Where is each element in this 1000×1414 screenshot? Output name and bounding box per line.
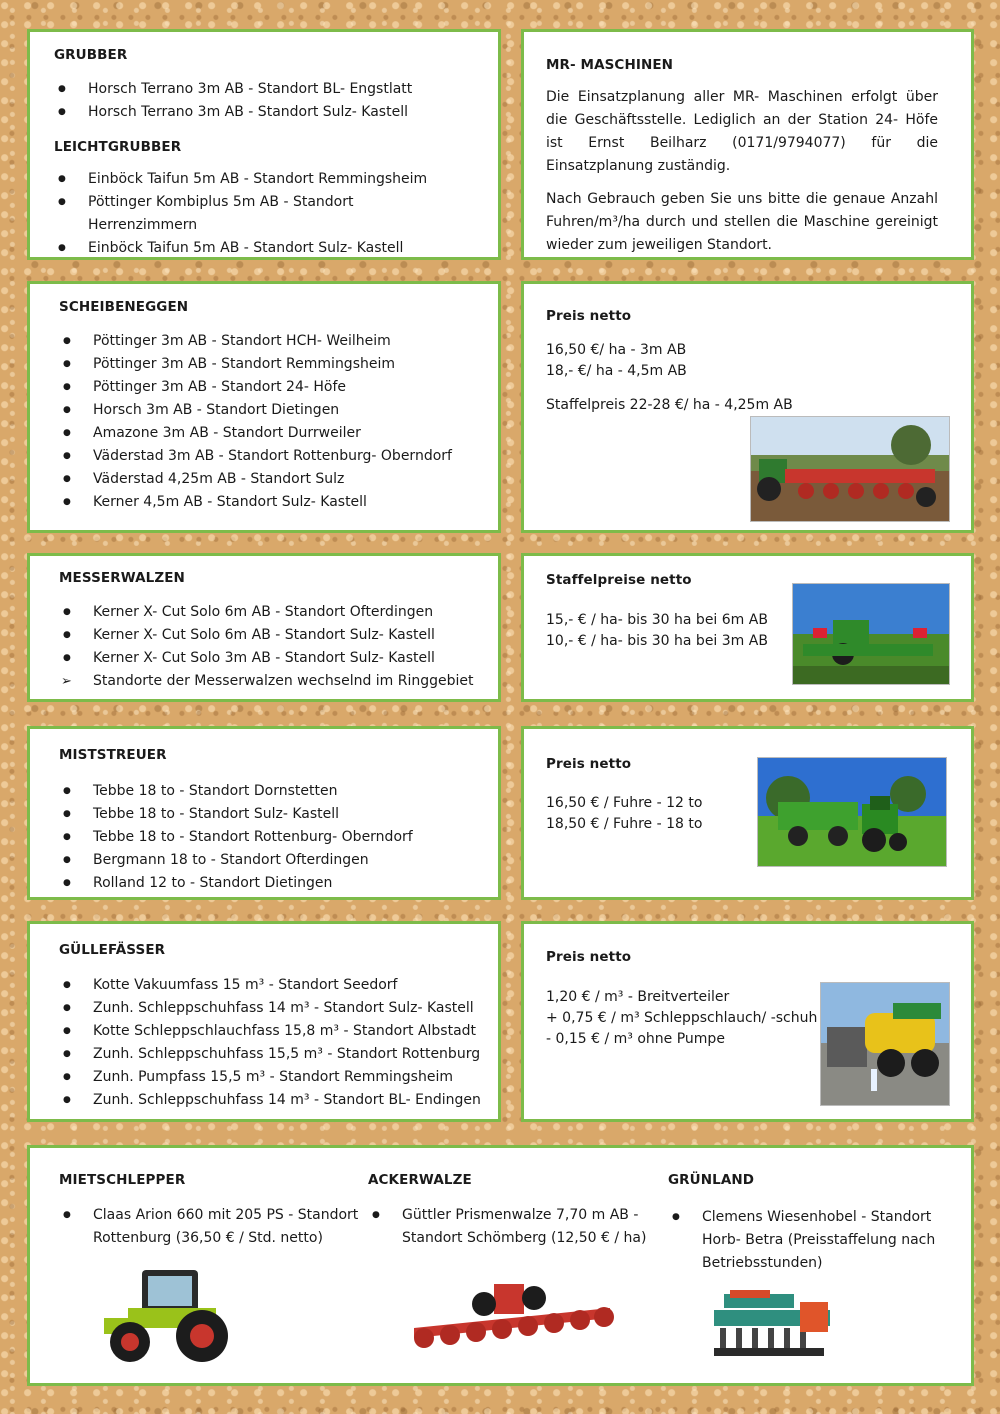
ackerwalze-title: ACKERWALZE bbox=[368, 1172, 472, 1188]
list-item: ● Tebbe 18 to - Standort Dornstetten bbox=[59, 780, 499, 803]
knife-roller-photo bbox=[792, 583, 950, 685]
price-line: 16,50 €/ ha - 3m AB bbox=[546, 342, 687, 358]
list-item: ● Tebbe 18 to - Standort Sulz- Kastell bbox=[59, 803, 499, 826]
list-item: ● Zunh. Schleppschuhfass 14 m³ - Standort BL- Endingen bbox=[59, 1089, 499, 1112]
price-line: 16,50 € / Fuhre - 12 to bbox=[546, 795, 703, 811]
price-line: - 0,15 € / m³ ohne Pumpe bbox=[546, 1031, 725, 1047]
bottom-box bbox=[27, 1145, 974, 1386]
miststreuer-title: MISTSTREUER bbox=[59, 747, 167, 763]
price-line: 15,- € / ha- bis 30 ha bei 6m AB bbox=[546, 612, 768, 628]
list-item: ● Kerner 4,5m AB - Standort Sulz- Kastell bbox=[59, 491, 489, 514]
mietschlepper-title: MIETSCHLEPPER bbox=[59, 1172, 186, 1188]
list-item: ● Kerner X- Cut Solo 6m AB - Standort Ofterdingen bbox=[59, 601, 499, 624]
scheibeneggen-box bbox=[27, 281, 501, 533]
list-item: ● Horsch 3m AB - Standort Dietingen bbox=[59, 399, 489, 422]
guellefaesser-list bbox=[59, 974, 499, 1112]
list-item: ● Zunh. Schleppschuhfass 14 m³ - Standort Sulz- Kastell bbox=[59, 997, 499, 1020]
list-item: ● Einböck Taifun 5m AB - Standort Sulz- Kastell bbox=[54, 237, 434, 260]
messerwalzen-box bbox=[27, 553, 501, 702]
price-line: + 0,75 € / m³ Schleppschlauch/ -schuh bbox=[546, 1010, 818, 1026]
roller-image bbox=[404, 1272, 620, 1362]
list-item: ● Einböck Taifun 5m AB - Standort Remmingsheim bbox=[54, 168, 434, 191]
guellefaesser-box bbox=[27, 921, 501, 1122]
price-title: Preis netto bbox=[546, 308, 632, 324]
grubber-list bbox=[54, 78, 484, 124]
price-title: Preis netto bbox=[546, 756, 632, 772]
list-item: ● Amazone 3m AB - Standort Durrweiler bbox=[59, 422, 489, 445]
list-item: ● Rolland 12 to - Standort Dietingen bbox=[59, 872, 499, 895]
disc-harrow-photo bbox=[750, 416, 950, 522]
list-item: ● Bergmann 18 to - Standort Ofterdingen bbox=[59, 849, 499, 872]
list-item: ● Kotte Schleppschlauchfass 15,8 m³ - Standort Albstadt bbox=[59, 1020, 499, 1043]
gruenland-title: GRÜNLAND bbox=[668, 1172, 755, 1188]
list-item: ● Zunh. Schleppschuhfass 15,5 m³ - Standort Rottenburg bbox=[59, 1043, 499, 1066]
scheibeneggen-title: SCHEIBENEGGEN bbox=[59, 299, 189, 315]
miststreuer-list bbox=[59, 780, 499, 895]
tractor-image bbox=[98, 1262, 238, 1364]
scheibeneggen-price-box bbox=[521, 281, 974, 533]
mr-text-2: Nach Gebrauch geben Sie uns bitte die genaue Anzahl Fuhren/m³/ha durch und stellen die Maschine gereinigt wieder zum jeweiligen Standort. bbox=[546, 191, 938, 253]
leichtgrubber-list bbox=[54, 168, 434, 260]
price-line: Staffelpreis 22-28 €/ ha - 4,25m AB bbox=[546, 397, 793, 413]
meadow-leveller-image bbox=[710, 1284, 838, 1362]
list-item: ● Pöttinger Kombiplus 5m AB - Standort Herrenzimmern bbox=[54, 191, 434, 237]
ackerwalze-list bbox=[368, 1204, 658, 1250]
price-line: 1,20 € / m³ - Breitverteiler bbox=[546, 989, 730, 1005]
list-item: ● Tebbe 18 to - Standort Rottenburg- Oberndorf bbox=[59, 826, 499, 849]
list-item-note: ➢ Standorte der Messerwalzen wechselnd im Ringgebiet bbox=[59, 670, 499, 693]
list-item: ● Clemens Wiesenhobel - Standort Horb- Betra (Preisstaffelung nach Betriebsstunden) bbox=[668, 1206, 938, 1275]
gruenland-list bbox=[668, 1206, 938, 1275]
list-item: ● Horsch Terrano 3m AB - Standort Sulz- Kastell bbox=[54, 101, 484, 124]
price-line: 18,- €/ ha - 4,5m AB bbox=[546, 363, 687, 379]
manure-spreader-photo bbox=[757, 757, 947, 867]
list-item: ● Horsch Terrano 3m AB - Standort BL- Engstlatt bbox=[54, 78, 484, 101]
grubber-title: GRUBBER bbox=[54, 47, 128, 63]
price-title: Staffelpreise netto bbox=[546, 572, 692, 588]
mr-title: MR- MASCHINEN bbox=[546, 57, 674, 73]
messerwalzen-price-box bbox=[521, 553, 974, 702]
list-item: ● Güttler Prismenwalze 7,70 m AB - Standort Schömberg (12,50 € / ha) bbox=[368, 1204, 658, 1250]
messerwalzen-list bbox=[59, 601, 499, 693]
miststreuer-price-box bbox=[521, 726, 974, 900]
list-item: ● Pöttinger 3m AB - Standort HCH- Weilheim bbox=[59, 330, 489, 353]
price-line: 18,50 € / Fuhre - 18 to bbox=[546, 816, 703, 832]
grubber-box bbox=[27, 29, 501, 260]
mr-text-1: Die Einsatzplanung aller MR- Maschinen erfolgt über die Geschäftsstelle. Lediglich an der Station 24- Höfe ist Ernst Beilharz (0171/9794077) für die Einsatzplanung zuständig. bbox=[546, 89, 938, 174]
scheibeneggen-list bbox=[59, 330, 489, 514]
leichtgrubber-title: LEICHTGRUBBER bbox=[54, 139, 182, 155]
list-item: ● Kerner X- Cut Solo 3m AB - Standort Sulz- Kastell bbox=[59, 647, 499, 670]
messerwalzen-title: MESSERWALZEN bbox=[59, 570, 185, 586]
list-item: ● Zunh. Pumpfass 15,5 m³ - Standort Remmingsheim bbox=[59, 1066, 499, 1089]
list-item: ● Väderstad 3m AB - Standort Rottenburg- Oberndorf bbox=[59, 445, 489, 468]
price-title: Preis netto bbox=[546, 949, 632, 965]
list-item: ● Pöttinger 3m AB - Standort Remmingsheim bbox=[59, 353, 489, 376]
price-line: 10,- € / ha- bis 30 ha bei 3m AB bbox=[546, 633, 768, 649]
miststreuer-box bbox=[27, 726, 501, 900]
mietschlepper-list bbox=[59, 1204, 359, 1250]
list-item: ● Kerner X- Cut Solo 6m AB - Standort Sulz- Kastell bbox=[59, 624, 499, 647]
mr-box bbox=[521, 29, 974, 260]
guellefaesser-price-box bbox=[521, 921, 974, 1122]
list-item: ● Pöttinger 3m AB - Standort 24- Höfe bbox=[59, 376, 489, 399]
guellefaesser-title: GÜLLEFÄSSER bbox=[59, 942, 166, 958]
list-item: ● Claas Arion 660 mit 205 PS - Standort Rottenburg (36,50 € / Std. netto) bbox=[59, 1204, 359, 1250]
list-item: ● Väderstad 4,25m AB - Standort Sulz bbox=[59, 468, 489, 491]
slurry-tanker-photo bbox=[820, 982, 950, 1106]
list-item: ● Kotte Vakuumfass 15 m³ - Standort Seedorf bbox=[59, 974, 499, 997]
